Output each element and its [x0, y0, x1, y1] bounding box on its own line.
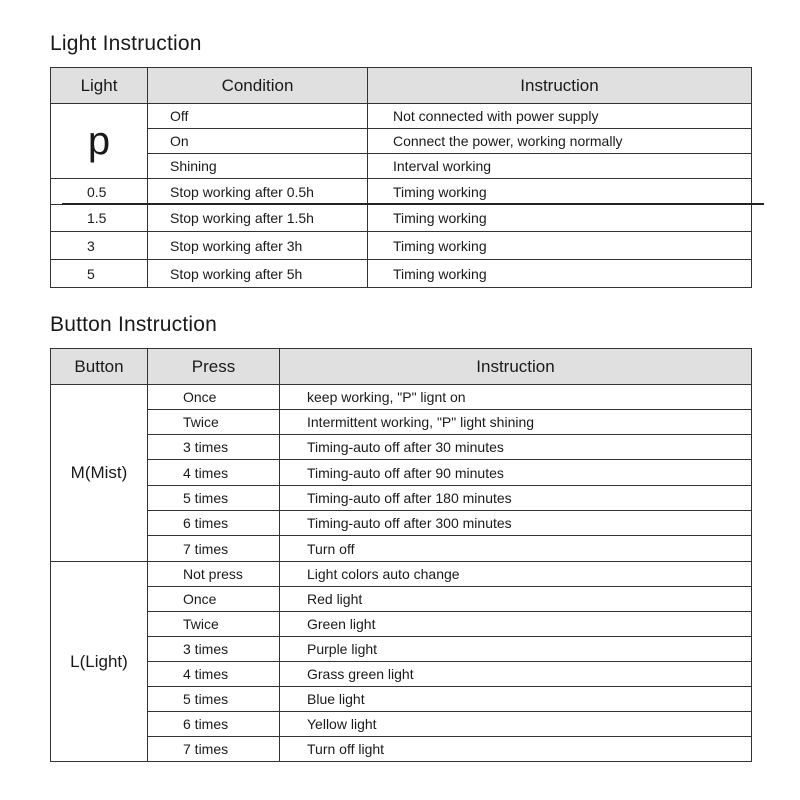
instruction-cell: Blue light	[280, 687, 752, 712]
press-cell: 3 times	[148, 435, 280, 460]
button-instruction-table	[50, 348, 752, 762]
button-mist-label: M(Mist)	[51, 385, 148, 562]
header-instruction: Instruction	[368, 68, 752, 104]
table-row	[51, 562, 752, 587]
table-row	[51, 129, 752, 154]
table-row	[51, 460, 752, 486]
instruction-cell: Turn off	[280, 536, 752, 562]
instruction-cell: Purple light	[280, 637, 752, 662]
header-instruction: Instruction	[280, 349, 752, 385]
table-row	[51, 104, 752, 129]
table-row	[51, 587, 752, 612]
instruction-cell: Timing-auto off after 180 minutes	[280, 486, 752, 511]
press-cell: 6 times	[148, 712, 280, 737]
divider-line	[62, 203, 764, 205]
instruction-cell: Red light	[280, 587, 752, 612]
table-row	[51, 511, 752, 536]
press-cell: 7 times	[148, 536, 280, 562]
light-instruction-title: Light Instruction	[50, 32, 202, 55]
condition-cell: Stop working after 5h	[148, 260, 368, 288]
table-header-row	[51, 349, 752, 385]
press-cell: 3 times	[148, 637, 280, 662]
instruction-cell: Interval working	[368, 154, 752, 179]
p-indicator-label: p	[51, 104, 148, 179]
condition-cell: Shining	[148, 154, 368, 179]
press-cell: Twice	[148, 612, 280, 637]
table-header-row	[51, 68, 752, 104]
header-button: Button	[51, 349, 148, 385]
table-row	[51, 536, 752, 562]
header-condition: Condition	[148, 68, 368, 104]
press-cell: 5 times	[148, 687, 280, 712]
light-cell: 1.5	[51, 205, 148, 232]
light-cell: 0.5	[51, 179, 148, 205]
press-cell: 7 times	[148, 737, 280, 762]
condition-cell: Stop working after 3h	[148, 232, 368, 260]
instruction-cell: Timing working	[368, 205, 752, 232]
table-row	[51, 179, 752, 205]
table-row	[51, 154, 752, 179]
button-instruction-title: Button Instruction	[50, 313, 218, 336]
instruction-cell: keep working, "P" lignt on	[280, 385, 752, 410]
table-row	[51, 385, 752, 410]
table-row	[51, 637, 752, 662]
instruction-cell: Timing working	[368, 260, 752, 288]
instruction-cell: Connect the power, working normally	[368, 129, 752, 154]
light-cell: 5	[51, 260, 148, 288]
instruction-cell: Timing-auto off after 300 minutes	[280, 511, 752, 536]
condition-cell: Off	[148, 104, 368, 129]
instruction-cell: Timing-auto off after 90 minutes	[280, 460, 752, 486]
table-row	[51, 486, 752, 511]
light-cell: 3	[51, 232, 148, 260]
press-cell: Twice	[148, 410, 280, 435]
table-row	[51, 260, 752, 288]
press-cell: Not press	[148, 562, 280, 587]
table-row	[51, 435, 752, 460]
press-cell: 6 times	[148, 511, 280, 536]
table-row	[51, 662, 752, 687]
press-cell: 4 times	[148, 460, 280, 486]
table-row	[51, 205, 752, 232]
light-instruction-table	[50, 67, 752, 288]
table-row	[51, 712, 752, 737]
instruction-cell: Timing-auto off after 30 minutes	[280, 435, 752, 460]
press-cell: 4 times	[148, 662, 280, 687]
instruction-cell: Not connected with power supply	[368, 104, 752, 129]
instruction-cell: Light colors auto change	[280, 562, 752, 587]
condition-cell: On	[148, 129, 368, 154]
instruction-cell: Green light	[280, 612, 752, 637]
table-row	[51, 612, 752, 637]
instruction-cell: Intermittent working, "P" light shining	[280, 410, 752, 435]
table-row	[51, 687, 752, 712]
instruction-cell: Timing working	[368, 232, 752, 260]
instruction-cell: Yellow light	[280, 712, 752, 737]
condition-cell: Stop working after 1.5h	[148, 205, 368, 232]
table-row	[51, 737, 752, 762]
instruction-cell: Timing working	[368, 179, 752, 205]
press-cell: Once	[148, 385, 280, 410]
press-cell: 5 times	[148, 486, 280, 511]
button-light-label: L(Light)	[51, 562, 148, 762]
instruction-cell: Turn off light	[280, 737, 752, 762]
header-press: Press	[148, 349, 280, 385]
press-cell: Once	[148, 587, 280, 612]
condition-cell: Stop working after 0.5h	[148, 179, 368, 205]
table-row	[51, 410, 752, 435]
header-light: Light	[51, 68, 148, 104]
table-row	[51, 232, 752, 260]
instruction-cell: Grass green light	[280, 662, 752, 687]
